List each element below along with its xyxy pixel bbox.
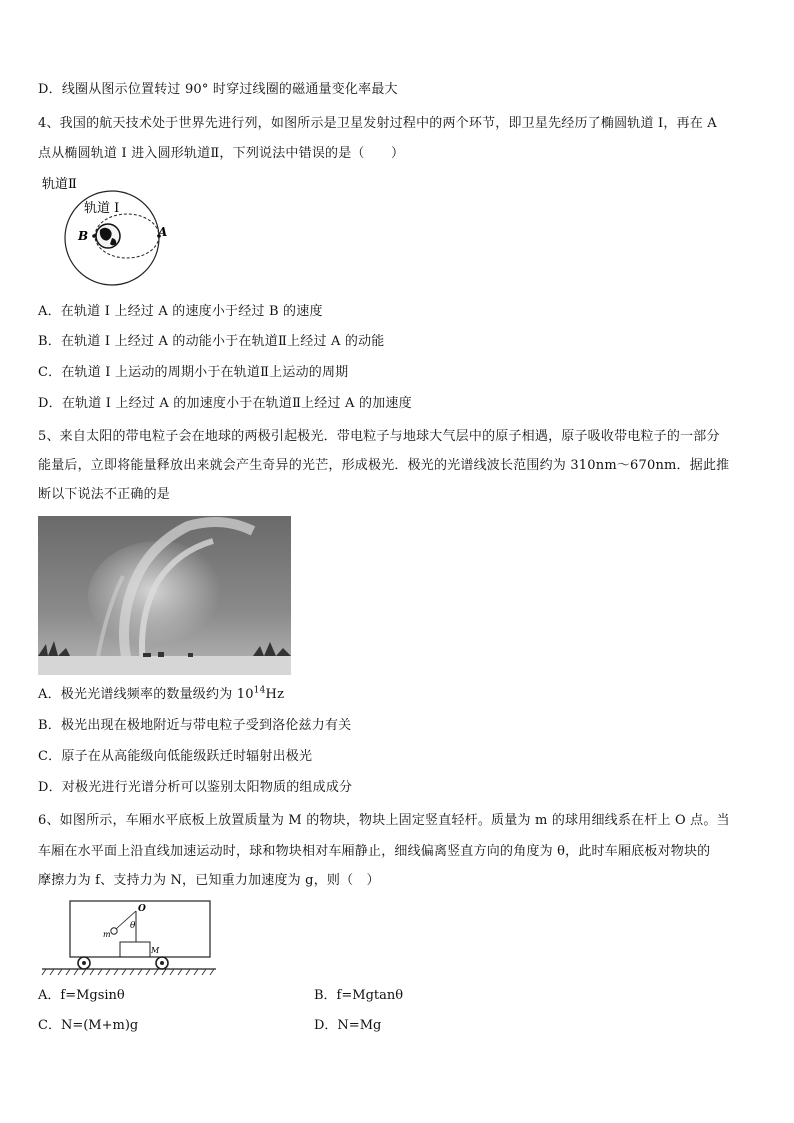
- q4-option-b: B．在轨道 I 上经过 A 的动能小于在轨道Ⅱ上经过 A 的动能: [38, 334, 385, 349]
- q5-option-a-unit: Hz: [265, 687, 285, 702]
- orbit2-label: 轨道Ⅱ: [42, 177, 77, 192]
- q5-stem-line3: 断以下说法不正确的是: [38, 487, 171, 502]
- block-M: [120, 942, 150, 957]
- point-a-label: A: [158, 225, 168, 239]
- label-M: M: [151, 946, 160, 955]
- q5-option-c: C．原子在从高能级向低能级跃迁时辐射出极光: [38, 749, 313, 764]
- point-b-dot: [92, 234, 96, 238]
- q4-stem-line2: 点从椭圆轨道 I 进入圆形轨道Ⅱ，下列说法中错误的是（ ）: [38, 146, 405, 161]
- label-theta: θ: [130, 921, 136, 931]
- q3-option-d: D．线圈从图示位置转过 90° 时穿过线圈的磁通量变化率最大: [38, 82, 398, 97]
- wheel-right: [156, 957, 168, 969]
- q4-option-d: D．在轨道 I 上经过 A 的加速度小于在轨道Ⅱ上经过 A 的加速度: [38, 396, 412, 411]
- aurora-photo: [38, 516, 291, 675]
- q6-option-d: D．N=Mg: [314, 1018, 382, 1033]
- q6-stem-line1: 6、如图所示，车厢水平底板上放置质量为 M 的物块，物块上固定竖直轻杆。质量为 m 的球用细线系在杆上 O 点。当: [38, 813, 730, 828]
- orbit-figure: [38, 172, 168, 287]
- q5-option-a: [38, 686, 284, 704]
- q6-option-c: C．N=(M+m)g: [38, 1018, 139, 1033]
- ground-hatch: [42, 969, 214, 975]
- wheel-left: [78, 957, 90, 969]
- q6-option-b: B．f=Mgtanθ: [314, 988, 404, 1003]
- point-b-label: B: [78, 229, 89, 243]
- label-o: O: [138, 904, 146, 914]
- q5-option-a-prefix: A．极光光谱线频率的数量级约为 10: [38, 687, 254, 702]
- q4-stem-line1: 4、我国的航天技术处于世界先进行列，如图所示是卫星发射过程中的两个环节，即卫星先经历了椭圆轨道 I，再在 A: [38, 116, 717, 131]
- q4-option-c: C．在轨道 I 上运动的周期小于在轨道Ⅱ上运动的周期: [38, 365, 349, 380]
- q5-stem-line2: 能量后，立即将能量释放出来就会产生奇异的光芒，形成极光．极光的光谱线波长范围约为 310nm～670nm．据此推: [38, 458, 730, 473]
- earth-icon: [96, 224, 120, 248]
- q6-stem-line3: 摩擦力为 f、支持力为 N，已知重力加速度为 g，则（ ）: [38, 873, 380, 888]
- q6-option-a: A．f=Mgsinθ: [38, 988, 125, 1003]
- q5-option-d: D．对极光进行光谱分析可以鉴别太阳物质的组成成分: [38, 780, 353, 795]
- q5-option-b: B．极光出现在极地附近与带电粒子受到洛伦兹力有关: [38, 718, 352, 733]
- q4-option-a: A．在轨道 I 上经过 A 的速度小于经过 B 的速度: [38, 304, 323, 319]
- q5-option-a-exponent: 14: [253, 685, 266, 696]
- label-m: m: [103, 930, 111, 939]
- cart-figure: [40, 897, 220, 977]
- ball-m: [111, 928, 117, 934]
- q6-stem-line2: 车厢在水平面上沿直线加速运动时，球和物块相对车厢静止，细线偏离竖直方向的角度为 θ，此时车厢底板对物块的: [38, 844, 711, 859]
- orbit1-label: 轨道 I: [84, 201, 120, 216]
- q5-stem-line1: 5、来自太阳的带电粒子会在地球的两极引起极光．带电粒子与地球大气层中的原子相遇，原子吸收带电粒子的一部分: [38, 429, 720, 444]
